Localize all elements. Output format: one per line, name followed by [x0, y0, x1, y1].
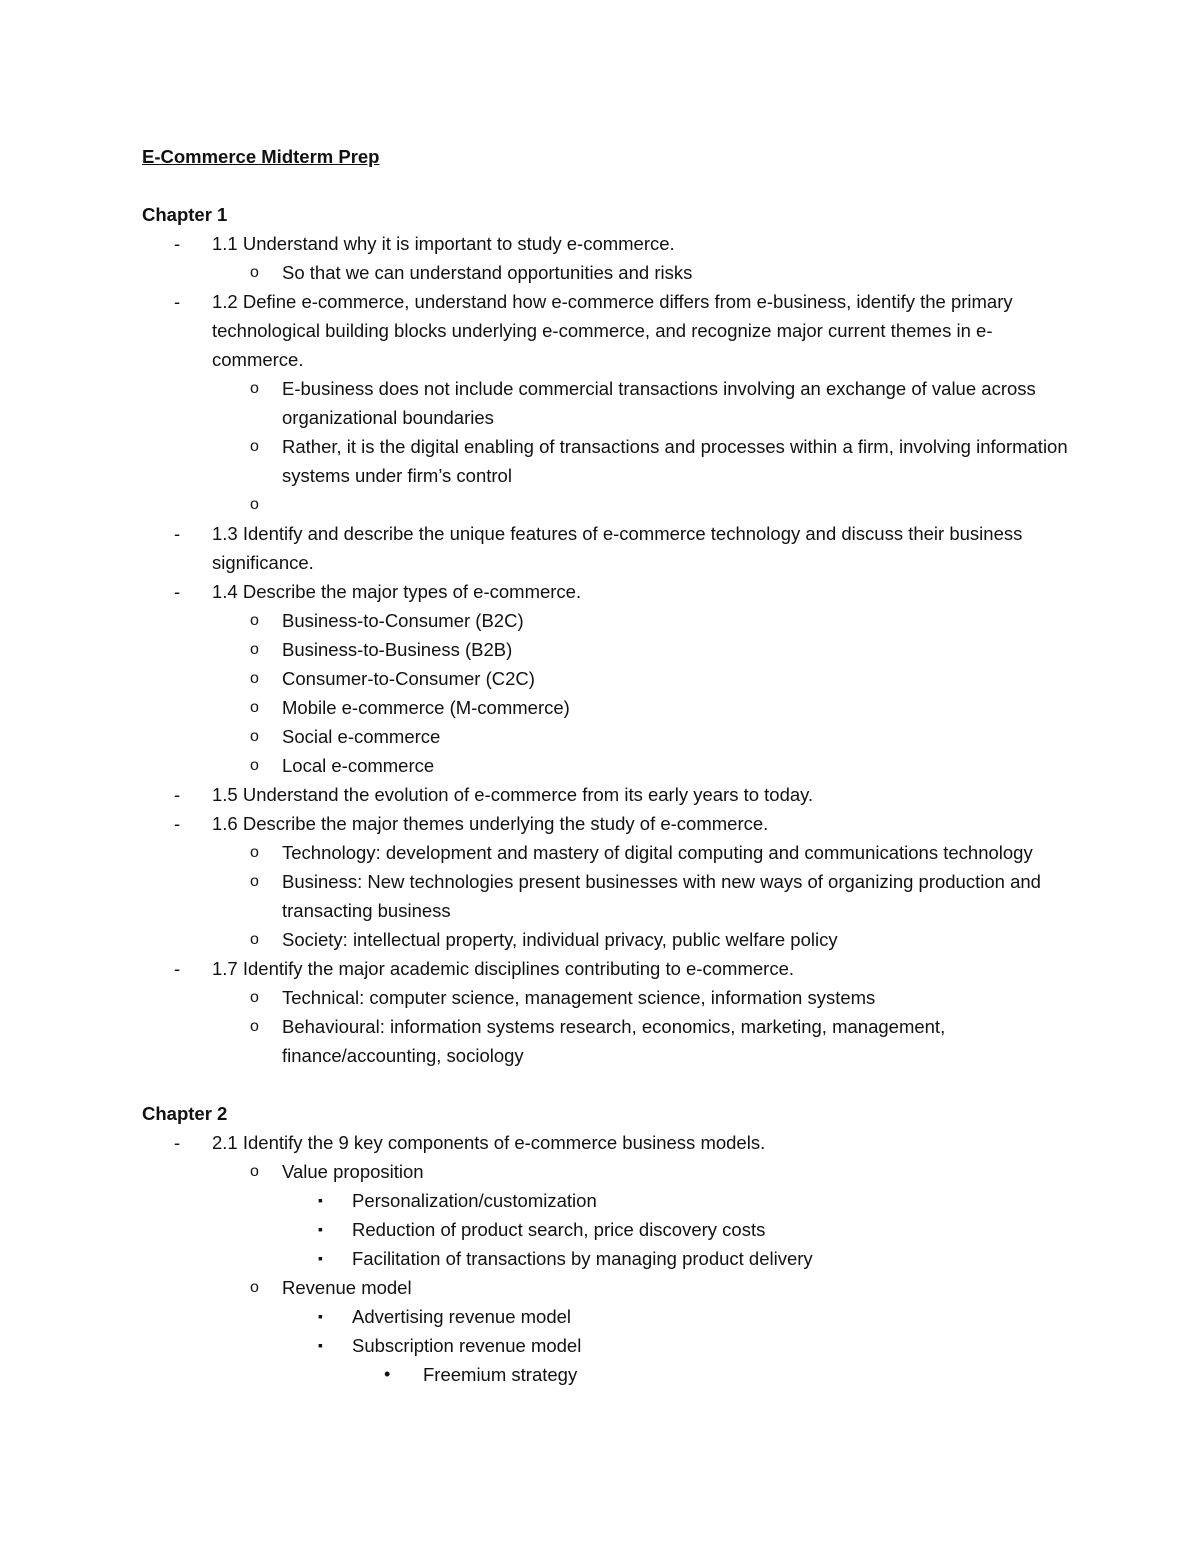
sub-item-text: Local e-commerce — [282, 755, 435, 776]
point-item — [142, 1331, 1072, 1360]
outline-item-1-6 — [142, 809, 1072, 838]
sub-item — [142, 925, 1072, 954]
dash-marker: - — [174, 1132, 181, 1153]
sub-item-text: Revenue model — [282, 1277, 412, 1298]
sub-item-text: Behavioural: information systems research, economics, marketing, management, finance/accounting, sociology — [282, 1016, 946, 1066]
item-text: 1.6 Describe the major themes underlying the study of e-commerce. — [212, 813, 769, 834]
sub-item-text: Value proposition — [282, 1161, 424, 1182]
sub-item-text: Technical: computer science, management science, information systems — [282, 987, 876, 1008]
sub-item — [142, 751, 1072, 780]
point-text: Subscription revenue model — [352, 1335, 582, 1356]
subpoint-text: Freemium strategy — [423, 1364, 578, 1385]
sub-item-text: Business: New technologies present businesses with new ways of organizing production and transacting business — [282, 871, 1041, 921]
circle-marker: o — [250, 641, 259, 658]
outline-item-1-5 — [142, 780, 1072, 809]
outline-item-2-1 — [142, 1128, 1072, 1157]
dash-marker: - — [174, 291, 181, 312]
spacer — [142, 1070, 1072, 1099]
sub-item-revenue-model — [142, 1273, 1072, 1302]
chapter-2-heading: Chapter 2 — [142, 1103, 228, 1124]
sub-item — [142, 606, 1072, 635]
circle-marker: o — [250, 1163, 259, 1180]
sub-item — [142, 432, 1072, 490]
sub-item-text: Business-to-Consumer (B2C) — [282, 610, 524, 631]
point-text: Personalization/customization — [352, 1190, 597, 1211]
circle-marker: o — [250, 438, 259, 455]
outline-item-1-4 — [142, 577, 1072, 606]
circle-marker: o — [250, 873, 259, 890]
circle-marker: o — [250, 989, 259, 1006]
circle-marker: o — [250, 1279, 259, 1296]
dash-marker: - — [174, 813, 181, 834]
spacer — [142, 171, 1072, 200]
sub-item-text: E-business does not include commercial transactions involving an exchange of value across organizational boundaries — [282, 378, 1036, 428]
circle-marker: o — [250, 931, 259, 948]
sub-item-empty — [142, 490, 1072, 519]
item-text: 1.3 Identify and describe the unique features of e-commerce technology and discuss their business significance. — [212, 523, 1023, 573]
square-marker: ▪ — [318, 1337, 323, 1353]
sub-item-text: Business-to-Business (B2B) — [282, 639, 513, 660]
sub-item — [142, 374, 1072, 432]
sub-item — [142, 722, 1072, 751]
square-marker: ▪ — [318, 1221, 323, 1237]
dash-marker: - — [174, 958, 181, 979]
dash-marker: - — [174, 784, 181, 805]
point-text: Facilitation of transactions by managing product delivery — [352, 1248, 813, 1269]
circle-marker: o — [250, 670, 259, 687]
circle-marker: o — [250, 612, 259, 629]
square-marker: ▪ — [318, 1250, 323, 1266]
point-text: Reduction of product search, price discovery costs — [352, 1219, 766, 1240]
outline-item-1-3 — [142, 519, 1072, 577]
sub-item-text: Social e-commerce — [282, 726, 441, 747]
sub-item-text: Society: intellectual property, individual privacy, public welfare policy — [282, 929, 838, 950]
circle-marker: o — [250, 728, 259, 745]
circle-marker: o — [250, 699, 259, 716]
circle-marker: o — [250, 264, 259, 281]
point-item — [142, 1244, 1072, 1273]
circle-marker: o — [250, 844, 259, 861]
sub-item-text: Technology: development and mastery of digital computing and communications technology — [282, 842, 1033, 863]
point-text: Advertising revenue model — [352, 1306, 572, 1327]
sub-item — [142, 635, 1072, 664]
document-page — [142, 142, 1072, 1389]
point-item — [142, 1302, 1072, 1331]
outline-item-1-2 — [142, 287, 1072, 374]
item-text: 1.2 Define e-commerce, understand how e-commerce differs from e-business, identify the primary technological building blocks underlying e-commerce, and recognize major current themes in e-commerce. — [212, 291, 1013, 370]
square-marker: ▪ — [318, 1192, 323, 1208]
sub-item — [142, 983, 1072, 1012]
sub-item — [142, 838, 1072, 867]
sub-item — [142, 258, 1072, 287]
outline-item-1-7 — [142, 954, 1072, 983]
dash-marker: - — [174, 233, 181, 254]
chapter-1-heading: Chapter 1 — [142, 204, 228, 225]
point-item — [142, 1215, 1072, 1244]
point-item — [142, 1186, 1072, 1215]
item-text: 1.4 Describe the major types of e-commerce. — [212, 581, 582, 602]
circle-marker: o — [250, 1018, 259, 1035]
sub-item-text: Mobile e-commerce (M-commerce) — [282, 697, 570, 718]
sub-item — [142, 1012, 1072, 1070]
item-text: 1.7 Identify the major academic disciplines contributing to e-commerce. — [212, 958, 794, 979]
document-title: E-Commerce Midterm Prep — [142, 146, 380, 167]
square-marker: ▪ — [318, 1308, 323, 1324]
outline-item-1-1 — [142, 229, 1072, 258]
sub-item-text: Rather, it is the digital enabling of transactions and processes within a firm, involving information systems under firm’s control — [282, 436, 1068, 486]
sub-item-text: Consumer-to-Consumer (C2C) — [282, 668, 535, 689]
item-text: 1.5 Understand the evolution of e-commerce from its early years to today. — [212, 784, 814, 805]
sub-item-value-proposition — [142, 1157, 1072, 1186]
circle-marker: o — [250, 757, 259, 774]
item-text: 1.1 Understand why it is important to study e-commerce. — [212, 233, 675, 254]
sub-item — [142, 664, 1072, 693]
circle-marker: o — [250, 496, 259, 513]
sub-item — [142, 693, 1072, 722]
circle-marker: o — [250, 380, 259, 397]
item-text: 2.1 Identify the 9 key components of e-commerce business models. — [212, 1132, 766, 1153]
sub-item-text: So that we can understand opportunities and risks — [282, 262, 693, 283]
dash-marker: - — [174, 523, 181, 544]
subpoint-item — [142, 1360, 1072, 1389]
sub-item — [142, 867, 1072, 925]
dash-marker: - — [174, 581, 181, 602]
bullet-marker: • — [384, 1364, 391, 1384]
